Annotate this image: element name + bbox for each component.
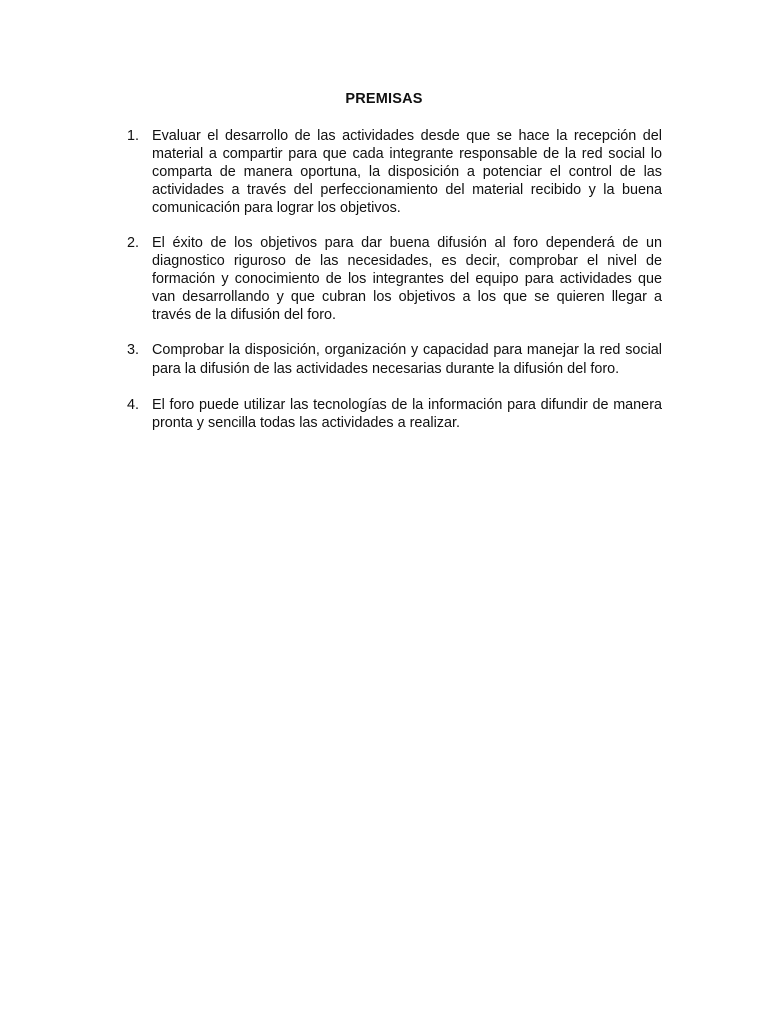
list-item bbox=[127, 234, 662, 324]
list-item-text: Comprobar la disposición, organización y capacidad para manejar la red social para la difusión de las actividades necesarias durante la difusión del foro. bbox=[152, 342, 662, 377]
list-item bbox=[127, 396, 662, 432]
document-title: PREMISAS bbox=[345, 91, 423, 107]
list-item-number: 2. bbox=[127, 235, 140, 251]
list-item-text: Evaluar el desarrollo de las actividades desde que se hace la recepción del material a compartir para que cada integrante responsable de la red social lo comparta de manera oportuna, la disposición a potenciar el control de las actividades a través del perfeccionamiento del material recibido y la buena comunicación para lograr los objetivos. bbox=[152, 128, 662, 216]
list-item-text: El éxito de los objetivos para dar buena difusión al foro dependerá de un diagnostico riguroso de las necesidades, es decir, comprobar el nivel de formación y conocimiento de los integrantes del equipo para actividades que van desarrollando y que cubran los objetivos a los que se quieren llegar a través de la difusión del foro. bbox=[152, 235, 662, 323]
list-item-number: 4. bbox=[127, 397, 140, 413]
list-item-number: 1. bbox=[127, 128, 140, 144]
premises-list bbox=[127, 127, 662, 449]
list-item bbox=[127, 127, 662, 217]
list-item-number: 3. bbox=[127, 342, 140, 358]
list-item bbox=[127, 341, 662, 379]
list-item-text: El foro puede utilizar las tecnologías de la información para difundir de manera pronta y sencilla todas las actividades a realizar. bbox=[152, 397, 662, 431]
